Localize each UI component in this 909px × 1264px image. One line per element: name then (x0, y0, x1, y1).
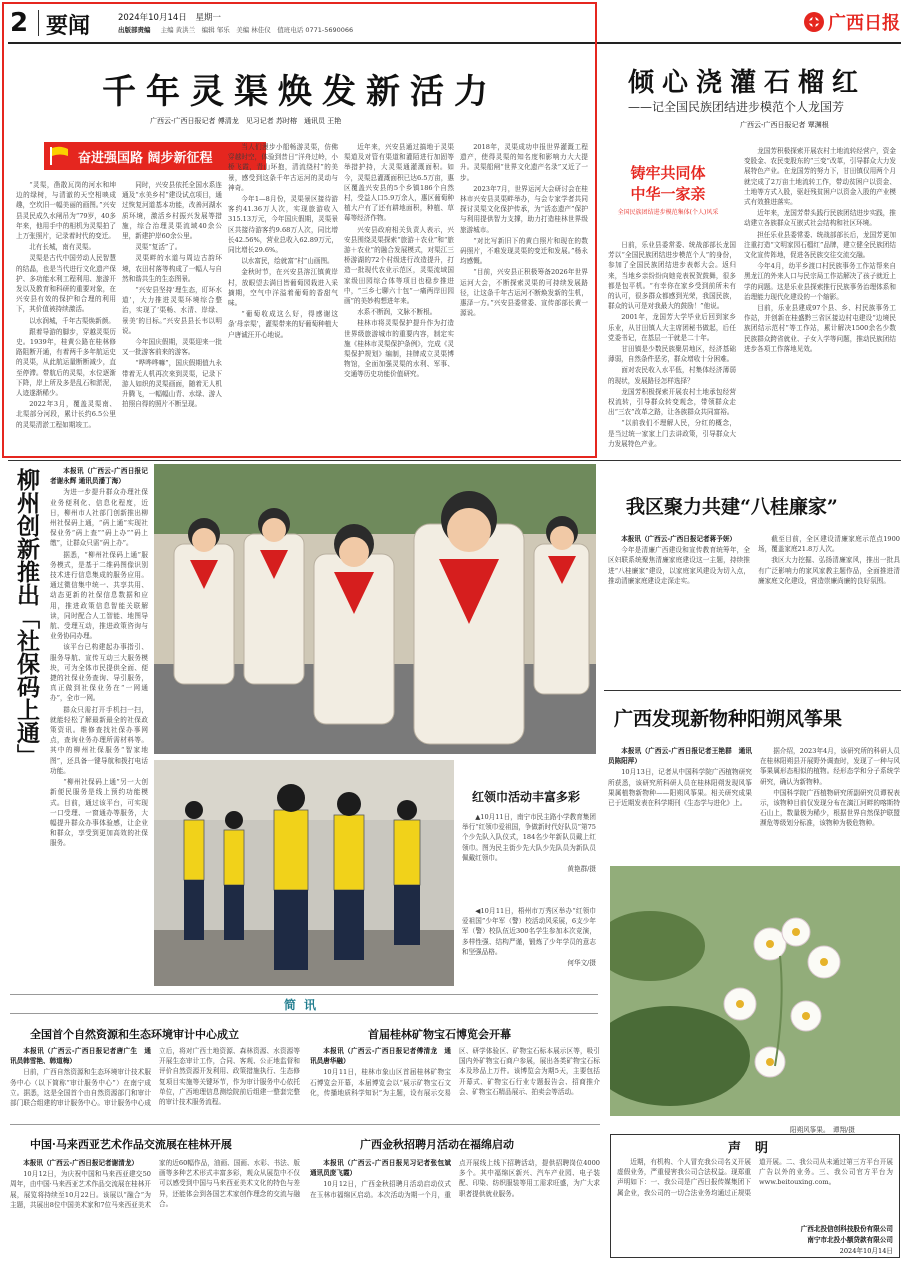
lead-byline: 广西云-广西日报记者 傅清龙 见习记者 苏时榕 通讯员 王艳 (150, 117, 342, 125)
badge-line-1: 铸牢共同体 (630, 164, 706, 182)
newspecies-paragraph: 中国科学院广西植物研究所副研究员谭祝表示，该物种目前仅发现分布在漓江河畔的喀斯特石山上，数量极为稀少，根据世界自然保护联盟濒危等级划分标准，该物种为极危物种。 (760, 788, 900, 828)
feature-paragraph: 2001年，龙国芳大学毕业后回到家乡乐业，从甘田镇人大主席团秘书做起，后任党委书记，在基层一干就是二十年。 (608, 313, 736, 342)
lead-paragraph: “葡萄收成这么好，得感谢这条‘母亲渠’，灌渠带来的好葡萄种植大户唐诚汪开心地说。 (228, 310, 338, 339)
lead-paragraph: 2023年7月，世界运河大会研讨会在桂林市兴安县灵渠畔举办，与会专家学者共同探讨灵渠文化保护传承，为“活态遗产”保护与利用提供智力支撑，助力打造桂林世界级旅游城市。 (460, 184, 588, 234)
lead-paragraph: 兴安县政府相关负责人表示，兴安县围绕灵渠探索“旅游＋农业”和“旅游＋农业”的融合发展模式，对渠江三桥游湖的72个村级进行改造提升，打造一批现代农业示范区，灵渠流域国家级田园综合体等项目也稳步推进中，“三乡七聊六十包”一痛两岸田园画”的美妙构想进年来。 (344, 225, 454, 306)
lead-paragraph: 同时，兴安县依托全国水系连通及“水美乡村”建设试点项目，通过恢复河道基本功能，改善河湖水质环境，激活乡村振兴发展等措施，综合治理灵渠流域40余公里，新建护岸60余公里。 (122, 181, 222, 241)
lead-body-col3 (228, 142, 338, 445)
notice-company-2: 南宁市北投小额贷款有限公司 (807, 1236, 893, 1244)
section-name: 要闻 (46, 14, 91, 39)
brief-byline: 本报讯（广西云-广西日报记者傅清龙 通讯员唐华融） (310, 1047, 451, 1066)
lead-paragraph: 今年国庆假期，灵渠迎来一批又一批游客前来的游客。 (122, 338, 222, 357)
logo-emblem-icon (803, 11, 825, 33)
page-number: 2 (10, 8, 29, 38)
left-story-body (50, 466, 148, 986)
left-story-paragraph: 据悉，“柳州社保码上通”服务模式，是基于二维码图像识别技术进行信息集成的服务应用。通过微信集中统一、共享共用、动态更新的社保信息数据和应用，推进政策信息智能关联解读，同时配合人工智能、地图导航、受理互动，推进政策咨询与业务协同办理。 (50, 550, 148, 641)
feature-paragraph: 担任乐业县委常委、统战部部长后，龙国芳更加注重打造“文明家园石榴红”品牌，建立健全民族团结文化宣传阵地，促进各民族交往交流交融。 (744, 230, 896, 260)
pioneer-scarf-photo-icon (154, 464, 596, 754)
left-story-paragraph: 该平台已构建起办事指引、服务导航、宣传互动三大服务模块，可为全体市民提供全面、便捷的社保业务查询、导引服务，真正做到社保业务在“一网通办”，全市一网。 (50, 643, 148, 703)
notice-body (617, 1157, 893, 1219)
brief-text: 日前，广西自然资源和生态环境审计技术服务中心（以下简称“审计服务中心”）在南宁成立。据悉，这是全国首个由自然资源部门和审计部门联合组建的审计服务中心。审计服务中心成立后，将对广西土地资源、森林资源、水资源等开展生态审计工作，合同、客观、公正地监督和评价自然资源开发利用、政策措施执行、生态修复项目实施等关键环节，作为审计服务中心依托单位，广西地理信息测绘院前后组建一整套完整的审计技术服务流程。 (10, 1047, 300, 1108)
lead-paragraph: 水系不断润，文脉不断根。 (357, 308, 437, 317)
lianjia-byline: 本报讯（广西云-广西日报记者蒋予妍） (621, 535, 737, 543)
logo-text: 广西日报 (828, 13, 900, 34)
photo-caption-1 (462, 812, 596, 904)
notice-title: 声明 (727, 1141, 782, 1156)
feature-paragraph: 面对农民收入水平低，村集体经济薄弱的现状，发展路径怎样选择？ (608, 366, 736, 385)
brief-byline: 本报讯（广西云-广西日报记者谢清龙） (23, 1159, 139, 1167)
brief-text: 10月12日，为庆祝中国和马来西亚建交50周年，由中国·马来西亚艺术作品交流展在桂林开展，展览将持续至10月22日。该展以“融合”为主题，共展出8位中国美术家和7位马来西亚美术家的近60幅作品，油画、国画、水彩、书法、版画等多种艺术形式丰富多彩，观众从展览中不仅可以感受到中国与马来西亚美术文化的特色与差异，还能体会到各国艺术家创作理念的交流与融合。 (10, 1159, 300, 1209)
lead-paragraph: 以水富民，绘就富“村”山画图。 (241, 257, 334, 266)
left-story-byline: 本报讯（广西云-广西日报记者谢永辉 通讯员潘丁海） (50, 467, 148, 486)
lead-title: 千年灵渠焕发新活力 (102, 72, 498, 112)
feature-paragraph: “以前我们不理解人民，分红的概念，是当过统一家家上门去讲政策，引导群众大力发展特色产业。 (608, 419, 736, 448)
photo-cadet-performance (154, 760, 454, 986)
lead-paragraph: 2022年3月，覆盖灵渠南、北渠部分河段，累计长约6.5公里的灵渠清淤工程如期竣工。 (16, 400, 116, 429)
lead-paragraph: 2018年，灵渠成功申报世界灌溉工程遗产，使得灵渠的知名度和影响力大大提升。灵渠船闸“世界文化遗产名录”又近了一步。 (460, 143, 588, 182)
lianjia-title: 我区聚力共建“八桂廉家” (626, 496, 838, 518)
lead-paragraph: “目前，兴安县正积极筹备2026年世界运河大会，不断探索灵渠的可持续发展路径，让这条千年古运河不断焕发新的生机，惠泽一方。”兴安县委常委、宣传部部长黄一源说。 (460, 268, 588, 318)
lead-paragraph: “兴安县坚持‘理生态，盯环水道’，大力推进灵渠环境综合整治，实现了‘渠畅、水清、岸绿、景美’的目标。”兴安县县长韦以明说。 (122, 286, 222, 335)
left-story-paragraph: 群众只需打开手机扫一扫，就能轻松了解最新最全的社保政策资讯。维修查找社保办事网点，查询业务办理所需材料等。其中的柳州社保服务“智家地图”，还具备一键导航和拨打电话功能。 (50, 705, 148, 775)
feature-paragraph: 龙国芳积极探索开展农村土地流转经营户，资金变股金、农民变股东的“三变”改革，引导群众大力发展特色产业。在龙国芳的努力下，甘田镇仅用两个月就完成了2万亩土地流转工作，带动贫困户以资金、土地等方式入股，驱赶残贫困户以资金入股的产业模式有效推进落实。 (744, 147, 896, 207)
briefs-banner (10, 994, 598, 1014)
weekday-text: 星期一 (195, 13, 221, 23)
brief-byline: 本报讯（广西云-广西日报见习记者张包斌 通讯员庞飞霞） (310, 1159, 458, 1178)
newspaper-logo (803, 8, 900, 36)
lead-paragraph: 灵渠“复活”了。 (135, 243, 182, 252)
brief-text: 10月11日，桂林市象山区首届桂林矿物宝石博览会开幕，本届博览会以“展示矿物宝石文化，传播地质科学知识”为主题，设有展示交易区、研学体验区、矿物宝石标本展示区等，吸引国内外矿物宝石商户参展，展出各类矿物宝石标本及珍品上万件。该博览会为期5天，主要包括开幕式、矿物宝石行业专题报告会、招商推介会、矿物宝石精品展示、拍卖会等活动。 (310, 1047, 600, 1097)
photo-caption-2 (462, 906, 596, 986)
brief-1-body (10, 1046, 300, 1120)
brief-2-title: 首届桂林矿物宝石博览会开幕 (368, 1028, 511, 1041)
newspecies-title: 广西发现新物种阳朔风筝果 (614, 708, 843, 730)
feature-paragraph: 甘田镇是少数民族聚居地区，经济基础薄弱，自然条件恶劣，群众增收十分困难。 (608, 345, 736, 364)
brief-text: 10月12日，广西金秋招聘月活动启动仪式在玉林市福绵区启动。本次活动为期一个月，重点开展线上线下招聘活动，提供招聘岗位4000多个。其中福绵区新兴、汽车产业园、电子装配、印染、纺织服装等用工需求旺盛，为广大求职者提供就业服务。 (310, 1159, 600, 1199)
lead-paragraph: 灵渠是古代中国劳动人民智慧的结晶，也是当代进行文化遗产保护、多功能水利工程利用、旅游开发以及教育和科研的重要对象，在兴安县有效的保护和合理的利用下，其价值被持续激活。 (16, 254, 116, 314)
feature-badge (606, 162, 730, 236)
feature-paragraph: 近年来，龙国芳带头践行民族团结进步实践，推动建立各族群众互嵌式社会结构和社区环境。 (744, 209, 896, 228)
date-text: 2024年10月14日 (118, 13, 187, 23)
caption-credit: 何华文/摄 (567, 959, 596, 968)
lead-paragraph: 金秋时节，在兴安县溶江镇黄岸村，放眼望去满目皆葡萄园栽进入采摘期，空气中洋溢着葡萄的香甜气味。 (228, 268, 338, 308)
flower-photo-icon (610, 866, 900, 1116)
lianjia-paragraph: 今年是清廉广西建设和宣传教育统筹年，全区妇联系统聚焦清廉家庭建设这一主题，持续推进“八桂廉家”建设，以家庭家风建设为切入点，推动清廉家庭建设走深走实。 (608, 546, 750, 585)
brief-1-title: 全国首个自然资源和生态环境审计中心成立 (30, 1028, 239, 1041)
notice-text: 近期，有机构、个人冒充我公司名义开展虚假业务，严重侵害我公司合法权益。现郑重声明如下：一、我公司是广西日报传媒集团下属企业，我公司的一切合法业务均通过正规渠道开展。二、我公司从未通过第三方平台开展广告以外的业务。三、我公司官方平台为www.beitouxing.com。 (617, 1158, 893, 1197)
photo-kite-fruit (610, 866, 900, 1116)
edition-text: 出版部责编 (118, 26, 151, 34)
lead-body-col4 (344, 142, 454, 445)
brief-byline: 本报讯（广西云-广西日报记者唐广生 通讯员韩雪艳、韩道梅） (10, 1047, 151, 1066)
left-story-title: 柳州创新推出「社保码上通」 (13, 468, 40, 767)
feature-body-col1 (608, 240, 736, 450)
newspecies-byline: 本报讯（广西云-广西日报记者王艳群 通讯员陈阳萍） (608, 747, 752, 766)
notice-date: 2024年10月14日 (839, 1247, 893, 1255)
photo-pioneers-ceremony (154, 464, 596, 754)
lead-paragraph: 桂林市将灵渠保护提升作为打造世界级旅游城市的重要内容，制定实施《桂林市灵渠保护条例》，完成《灵渠保护规划》编制，挂牌成立灵渠博物馆，全面加强灵渠的水利、军事、交通等历史功能价值研究。 (344, 319, 454, 379)
feature-paragraph: 目前，乐业县建成97个县、乡、村民族事务工作站，并创新在桂盛黔三省区接边村屯建设“边境民族团结示范村”等工作站，累计解决1500余名少数民族群众跨省就业、子女入学等问题，推动民族团结进步各项工作落地见效。 (744, 304, 896, 353)
lead-tag-text: 奋进强国路 阔步新征程 (78, 150, 213, 166)
newspecies-paragraph: 10月13日，记者从中国科学院广西植物研究所获悉，该研究所科研人员在桂林阳朔发现风筝果属植物新物种——阳朔风筝果。相关研究成果已于近期发表在科学期刊《生态学与进化》上。 (608, 768, 752, 808)
cadet-photo-icon (154, 760, 454, 986)
brief-3-title: 中国·马来西亚艺术作品交流展在桂林开展 (30, 1138, 232, 1151)
left-story-paragraph: “柳州社保码上通”另一大创新便民服务是线上预约功能模式。目前，通过该平台，可实现一口受理、一窗通办等服务，大幅提升群众办事体验感，让企业和群众，享受到更加高效的社保服务。 (50, 778, 148, 848)
lianjia-paragraph: 我区大力挖掘、弘扬清廉家风，推出一批具有广泛影响力的家风家教主题作品，全面推进清廉家庭文化建设，营造崇廉尚廉的良好氛围。 (758, 556, 900, 585)
lead-body-col5 (460, 142, 588, 445)
brief-2-body (310, 1046, 600, 1120)
caption-text: ◀10月11日，梧州市万秀区举办“红领巾爱祖国”少年军（警）校活动风采展，6支少年军（警）校队伍近300名学生参加本次竞演，多样性强、结构严谨，锻炼了少年学员的意志和坚强品格。 (462, 907, 596, 956)
lead-paragraph: 今年1—8月份，灵渠景区接待游客约41.36万人次，实现旅游收入315.13万元，今年国庆假期，灵渠景区共接待游客约9.68万人次，同比增长42.56%，营业总收入62.89万元，同比增长29.6%。 (228, 195, 338, 255)
newspecies-paragraph: 据介绍，2023年4月，该研究所的科研人员在桂林阳朔县开展野外调查时，发现了一种与风筝果属形态相似的植物。经形态学和分子系统学研究，确认为新物种。 (760, 747, 900, 786)
feature-byline: 广西云-广西日报记者 覃渊根 (740, 121, 829, 129)
photo-feature-title: 红领巾活动丰富多彩 (472, 790, 581, 804)
lianjia-paragraph: 截至目前，全区建设清廉家庭示范点1900场，覆盖家庭21.8万人次。 (758, 535, 900, 554)
lead-paragraph: 灵渠畔的水道与周边古韵环境，农田村落等构成了一幅人与自然和谐共生的生态图景。 (122, 254, 222, 283)
lead-body-col2 (122, 180, 222, 445)
left-story-paragraph: 为进一步提升群众办理社保业务便利化、信息化程度，近日，柳州市人社部门创新推出柳州社保码上通，“码上通”实现社保业务“码上查”“码上办”“码上缴”，让群众只需“码上办”。 (50, 488, 148, 548)
lead-paragraph: 当人们漫步小船畅游灵渠，仿佛穿越时空，体验到昔日“洋舟过岭，小桥飞霞，青山环抱，清流绕村”的美景，感受到这条千年古运河的灵动与神奇。 (228, 143, 338, 192)
feature-paragraph: 今年4月，幼平乡渡口村民族事务工作站帮来自黑龙江的外来人口与民宗局工作站解决了孩子就近上学的问题。这是乐业县探索推行民族事务治理体系和治理能力现代化建设的一个缩影。 (744, 262, 896, 301)
feature-paragraph: 龙国芳积极探索开展农村土地承包经营权流转，引导群众转变观念，带领群众走出“三农”改革之路，让各族群众共同富裕。 (608, 387, 736, 417)
feature-paragraph: 日前，乐业县委常委、统战部部长龙国芳以“全国民族团结进步模范个人”的身份，参加了全国民族团结进步表彰大会。返归来，当地乡亲纷纷向她竞表祝贺鼓舞，很多都是包平机。“有幸你在家乡受到前所未有的认可，很多群众都感到光荣，我国民族，群众的认可是对我最大的鼓励！”他说。 (608, 241, 736, 311)
briefs-banner-text: 简讯 (283, 997, 324, 1012)
lead-paragraph: 跟着导游的脚步，穿越灵渠历史。1939年，桂黄公路在桂林修路阻断开通，有着两千多年航运史的灵渠，从此航运量断断减少，直至停滞。带航后的灵渠，水位逐渐下降，岸上所及多是乱石和淤泥，人迹遂渐稀少。 (16, 327, 116, 398)
lead-paragraph: 北有长城，南有灵渠。 (29, 243, 96, 252)
caption-credit: 黄艳群/摄 (567, 865, 596, 874)
lead-paragraph: 近年来，兴安县通过搞地于灵渠渠道及对管有渠道和灌陌进行加固等举措护持，大灵渠通灌溉面积。如今，灵渠总灌溉面积已达6.5万亩，惠区覆盖兴安县的5个乡镇186个自然村，受益人口5.9万余人，惠区葡萄种植大户有了还有耕地面积，种植、草莓等经济作物。 (344, 143, 454, 223)
lead-paragraph: “灵渠，凿散瓦岗的河水和坤边的绿树，与清澈的天空相映成趣，空坎旧一幅美丽的画图。”兴安县灵民成久水闸吊为“79岁，40多年来，他用手中的相机为灵渠拍了上万张照片，记录着时代的变迁。 (16, 181, 116, 241)
editor-line: 主编 黄洪兰 编辑 邹乐 美编 林佳仪 值班电话 0771-5690066 (160, 26, 354, 34)
flag-icon (48, 145, 72, 167)
badge-subtitle: 全国民族团结进步模范集体(个人)风采 (617, 209, 719, 216)
lead-paragraph: “哗哗哗嘛”，国庆假期值九永带着无人机再次来到灵渠，记录下游人如织的灵渠画面，随着无人机升腾飞，一幅幅山青、水绿、游人拍照自得的照片不断呈现。 (122, 359, 222, 409)
badge-line-2: 中华一家亲 (630, 185, 706, 203)
lianjia-body (608, 534, 900, 684)
brief-4-body (310, 1158, 600, 1258)
feature-subtitle: ——记全国民族团结进步模范个人龙国芳 (628, 100, 845, 114)
feature-title: 倾心浇灌石榴红 (628, 68, 867, 98)
lead-paragraph: “对比写新旧下的黄白照片和现在的数码照片，不难发现灵渠的变迁和发展。”杨永均感慨。 (460, 236, 588, 266)
caption-text: ▲10月11日，南宁市民主路小学教育集团举行“红领巾爱祖国，争做新时代好队员”第75个少先队入队仪式，184名少年新队员戴上红领巾。图为民主街少先大队少先队员为新队员佩戴红领巾。 (462, 813, 596, 862)
notice-box (610, 1134, 900, 1258)
lead-paragraph: 以水润城，千年古渠焕新颜。 (29, 316, 115, 325)
feature-body-col2 (744, 146, 896, 450)
newspecies-body-col2 (760, 746, 900, 864)
notice-company-1: 广西北投信创科技股份有限公司 (800, 1225, 893, 1233)
lead-body-col1 (16, 180, 116, 445)
newspecies-body-col1 (608, 746, 752, 864)
photo-kite-fruit-caption: 阳朔风筝果。 谭翔/摄 (790, 1126, 855, 1134)
brief-3-body (10, 1158, 300, 1258)
brief-4-title: 广西金秋招聘月活动在福绵启动 (360, 1138, 514, 1151)
